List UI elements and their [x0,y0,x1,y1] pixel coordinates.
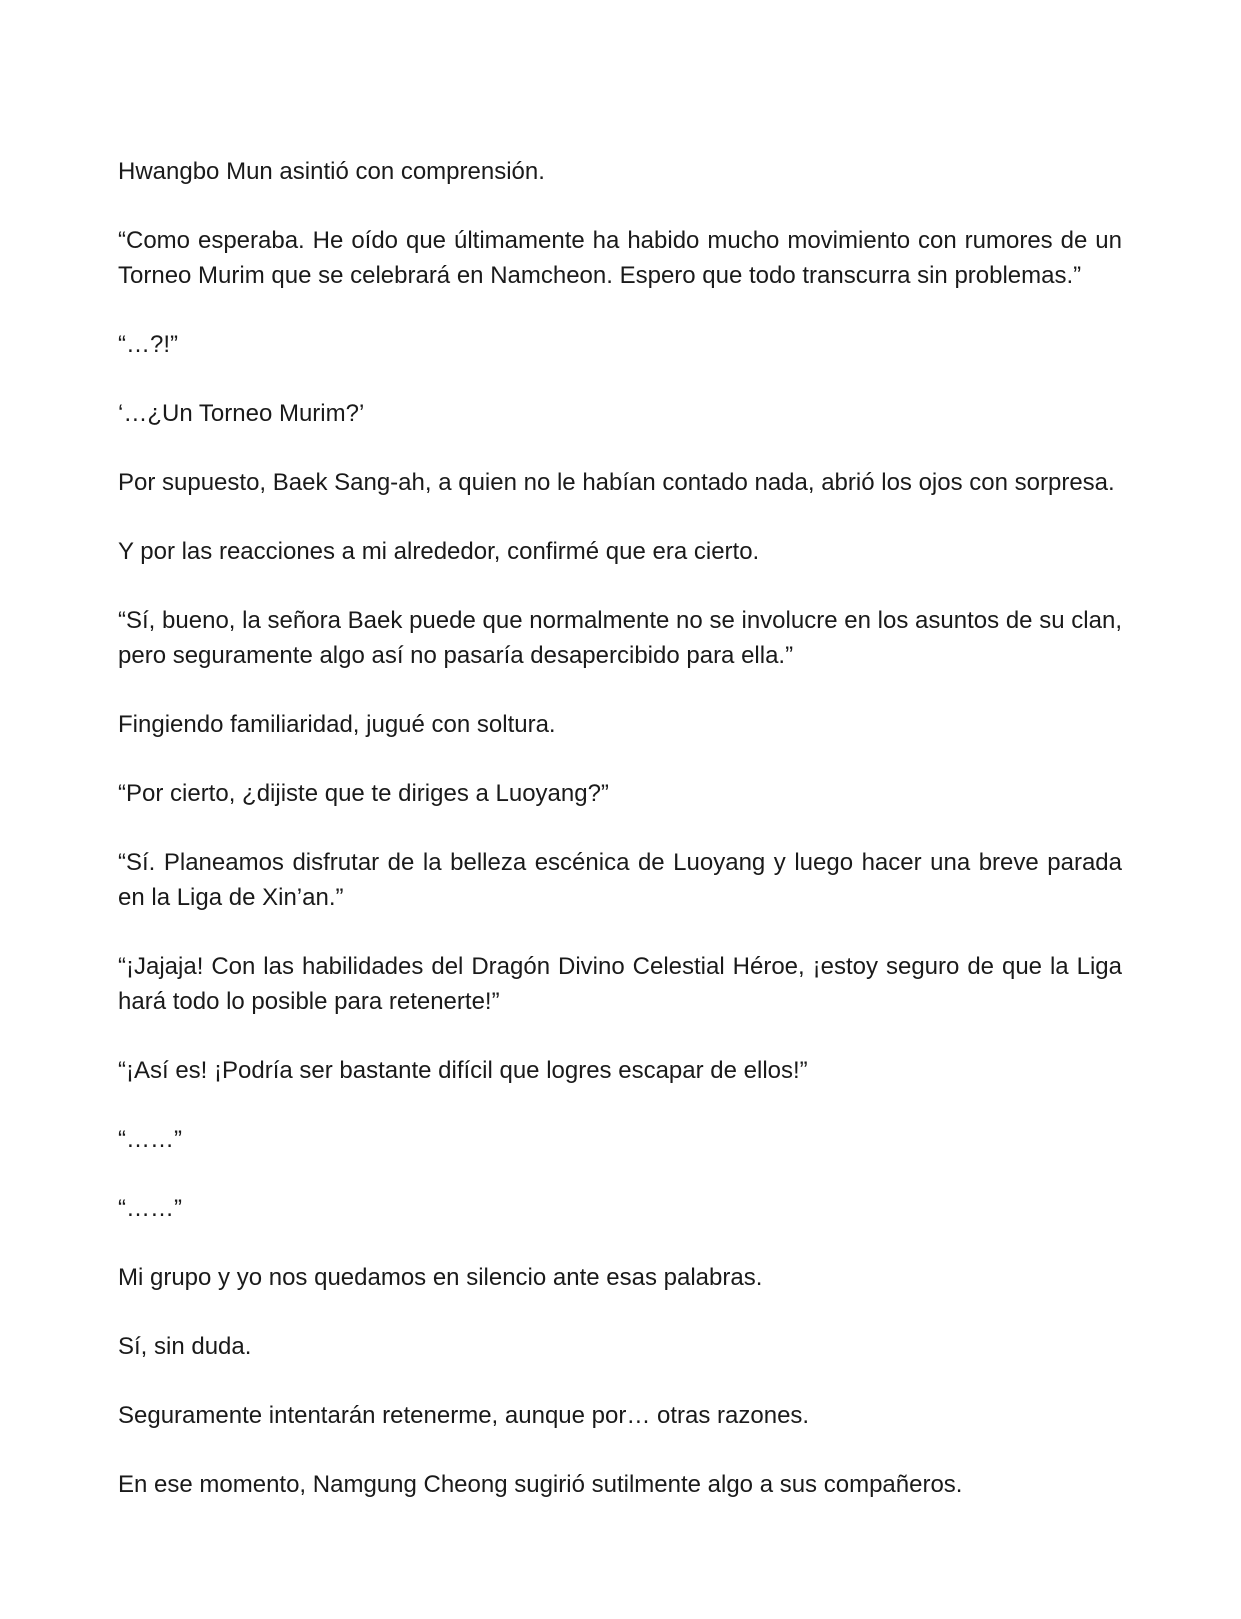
paragraph: Fingiendo familiaridad, jugué con soltura. [118,711,556,738]
paragraph: Por supuesto, Baek Sang-ah, a quien no le habían contado nada, abrió los ojos con sorpresa. [118,469,1115,496]
paragraph: Y por las reacciones a mi alrededor, confirmé que era cierto. [118,538,760,565]
paragraph: Mi grupo y yo nos quedamos en silencio ante esas palabras. [118,1264,763,1291]
paragraph: Hwangbo Mun asintió con comprensión. [118,158,545,185]
paragraph: “Como esperaba. He oído que últimamente ha habido mucho movimiento con rumores de un Torneo Murim que se celebrará en Namcheon. Espero que todo transcurra sin problemas.” [118,227,1122,289]
paragraph: “……” [118,1126,182,1153]
paragraph: “¡Así es! ¡Podría ser bastante difícil que logres escapar de ellos!” [118,1057,808,1084]
paragraph: ‘…¿Un Torneo Murim?’ [118,400,365,427]
paragraph: “…?!” [118,331,178,358]
paragraph: Seguramente intentarán retenerme, aunque por… otras razones. [118,1402,810,1429]
paragraph: En ese momento, Namgung Cheong sugirió sutilmente algo a sus compañeros. [118,1471,963,1498]
paragraph: “Sí, bueno, la señora Baek puede que normalmente no se involucre en los asuntos de su clan, pero seguramente algo así no pasaría desapercibido para ella.” [118,607,1122,669]
paragraph: Sí, sin duda. [118,1333,252,1360]
paragraph: “……” [118,1195,182,1222]
document-body [118,154,1122,1536]
paragraph: “Por cierto, ¿dijiste que te diriges a Luoyang?” [118,780,609,807]
paragraph: “Sí. Planeamos disfrutar de la belleza escénica de Luoyang y luego hacer una breve parada en la Liga de Xin’an.” [118,849,1122,911]
paragraph: “¡Jajaja! Con las habilidades del Dragón Divino Celestial Héroe, ¡estoy seguro de que la Liga hará todo lo posible para retenerte!” [118,953,1122,1015]
